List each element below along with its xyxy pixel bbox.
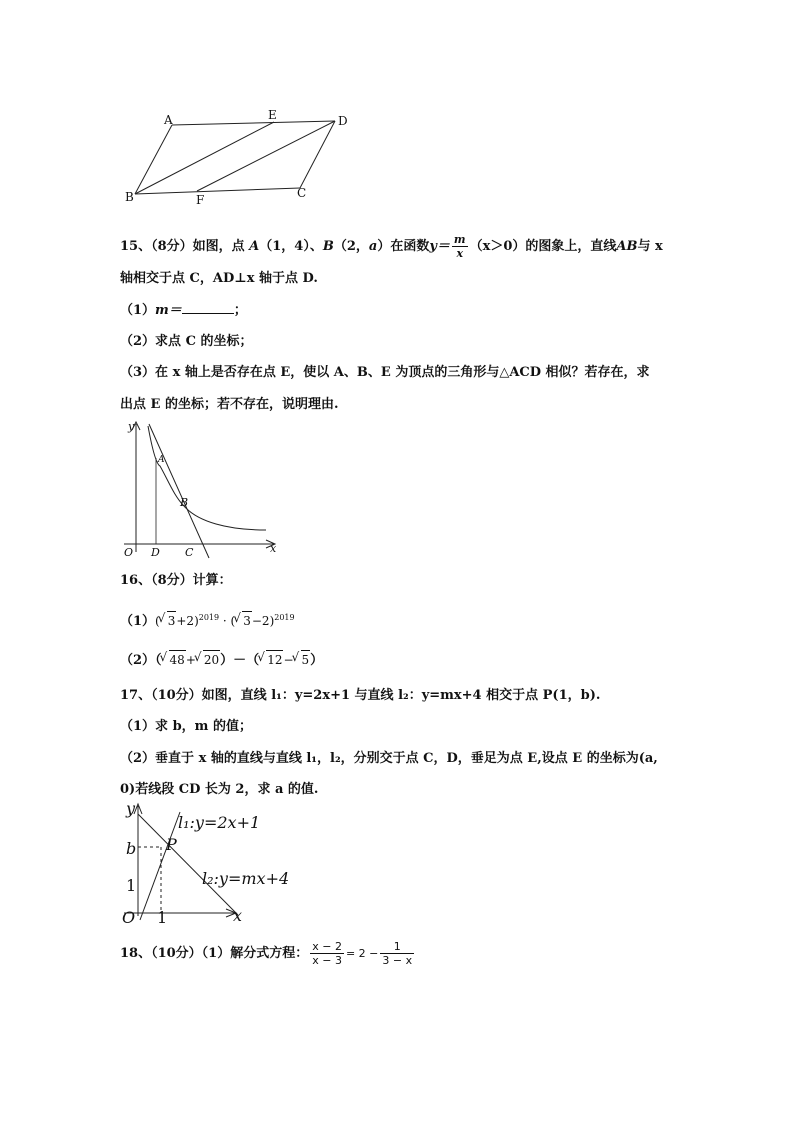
q16-sqrt20: √ 20 bbox=[203, 650, 220, 669]
q15-point-a: A bbox=[249, 239, 260, 254]
figure-parallelogram bbox=[120, 108, 360, 208]
label-x: x bbox=[233, 906, 243, 925]
q15-line2: 轴相交于点 C，AD⊥x 轴于点 D. bbox=[120, 271, 318, 286]
q15-part2: （2）求点 C 的坐标； bbox=[120, 334, 253, 349]
q17-part2: （2）垂直于 x 轴的直线与直线 l₁，l₂，分别交于点 C，D，垂足为点 E,设点 E 的坐标为(a, bbox=[120, 751, 658, 766]
q17-head: 17、（10分）如图，直线 l₁：y=2x+1 与直线 l₂：y=mx+4 相交于点 P(1，b). bbox=[120, 688, 601, 703]
q18-fraction-2 bbox=[380, 940, 414, 967]
q16-dot: · ( bbox=[219, 614, 236, 628]
side-ad bbox=[172, 121, 335, 125]
q16-minus: − bbox=[283, 653, 294, 667]
q18-head: 18、（10分）（1）解分式方程： bbox=[120, 946, 309, 961]
q15-head: 15、（8分）如图，点 bbox=[120, 239, 245, 254]
q18-eq: = 2 − bbox=[345, 947, 379, 960]
q16-sqrt48: √ 48 bbox=[169, 650, 186, 669]
q15-part3b: 出点 E 的坐标；若不存在，说明理由. bbox=[120, 397, 339, 412]
q15-point-b-coord: （2， bbox=[333, 239, 369, 254]
q16-exp-a: 2019 bbox=[198, 613, 220, 622]
label-d: D bbox=[338, 114, 348, 128]
q15-point-b: B bbox=[322, 239, 334, 254]
label-l1: l₁:y=2x+1 bbox=[178, 813, 261, 832]
label-y: y bbox=[126, 800, 136, 818]
q16-part1 bbox=[120, 609, 295, 631]
q18-line bbox=[120, 940, 416, 967]
segment-be bbox=[135, 122, 274, 194]
q15-y-eq: y＝ bbox=[429, 239, 450, 254]
label-d: D bbox=[151, 546, 160, 559]
label-b: b bbox=[126, 839, 137, 858]
line-ab bbox=[149, 424, 209, 558]
label-o: O bbox=[124, 546, 134, 559]
label-x: x bbox=[270, 542, 277, 555]
q18-fraction-1 bbox=[310, 940, 344, 967]
q15-frac-num: m bbox=[453, 233, 466, 246]
label-l2: l₂:y=mx+4 bbox=[202, 869, 290, 888]
label-f: F bbox=[196, 193, 205, 207]
q16-p1-open: ( bbox=[155, 614, 160, 628]
q15-frac-den: x bbox=[456, 247, 464, 260]
q16-close: ） bbox=[310, 653, 324, 668]
q18-num2: 1 bbox=[380, 940, 414, 954]
label-y: y bbox=[128, 420, 135, 433]
label-p: P bbox=[166, 835, 177, 854]
label-c: C bbox=[185, 546, 194, 559]
q16-sqrt5: √ 5 bbox=[301, 650, 311, 669]
line-l1 bbox=[140, 812, 180, 920]
label-e: E bbox=[268, 108, 277, 122]
q16-part2 bbox=[120, 650, 323, 670]
q16-mid: ）－（ bbox=[220, 653, 260, 668]
label-b: B bbox=[125, 190, 134, 204]
side-ab bbox=[135, 125, 172, 194]
q15-ab: AB bbox=[616, 239, 638, 254]
q15-point-a-coord: （1，4）、 bbox=[259, 239, 323, 254]
q16-sqrt3-b: √ 3 bbox=[242, 611, 252, 630]
q15-fraction bbox=[452, 233, 468, 260]
q15-part1 bbox=[120, 301, 247, 320]
q16-p1-pre: （1） bbox=[120, 614, 156, 629]
figure-two-lines bbox=[116, 800, 296, 925]
q18-num1: x − 2 bbox=[312, 940, 342, 953]
q15-part3: （3）在 x 轴上是否存在点 E，使以 A、B、E 为顶点的三角形与△ACD 相似？若存在，求 bbox=[120, 365, 650, 380]
label-o: O bbox=[122, 908, 136, 925]
label-a: A bbox=[158, 455, 165, 465]
label-c: C bbox=[297, 186, 307, 200]
figure-hyperbola bbox=[118, 418, 283, 560]
q15-line1 bbox=[120, 233, 663, 260]
q15-after-a: ）在函数 bbox=[377, 239, 430, 254]
q18-den2: 3 − x bbox=[382, 954, 413, 967]
q17-part2b: 0)若线段 CD 长为 2，求 a 的值. bbox=[120, 782, 319, 797]
q16-exp-b: 2019 bbox=[274, 613, 295, 622]
q15-a: a bbox=[368, 239, 378, 254]
side-bc bbox=[135, 188, 300, 194]
q16-p2-pre: （2）（ bbox=[120, 653, 162, 668]
q16-sqrt12: √ 12 bbox=[266, 650, 283, 669]
q16-sqrt3-a: √ 3 bbox=[167, 611, 177, 630]
side-dc bbox=[300, 121, 335, 188]
label-a: A bbox=[164, 113, 173, 127]
q17-part1: （1）求 b，m 的值； bbox=[120, 719, 252, 734]
label-b: B bbox=[180, 496, 189, 509]
q18-den1: x − 3 bbox=[312, 954, 342, 967]
q15-p1-post: ； bbox=[233, 303, 247, 318]
q15-p1-pre: （1） bbox=[120, 303, 156, 318]
q16-head: 16、（8分）计算： bbox=[120, 573, 232, 588]
label-1-x: 1 bbox=[157, 908, 168, 925]
q15-condition: （x＞0）的图象上，直线 bbox=[469, 239, 617, 254]
label-1-y: 1 bbox=[126, 876, 137, 895]
hyperbola-curve bbox=[148, 426, 266, 530]
q16-minus2: −2) bbox=[251, 614, 275, 628]
q16-plus: + bbox=[185, 653, 196, 667]
q15-p1-m: m＝ bbox=[155, 303, 182, 318]
segment-fd bbox=[197, 121, 335, 191]
q15-end1: 与 x bbox=[637, 239, 663, 254]
q15-answer-blank bbox=[182, 301, 234, 314]
q16-plus2: +2) bbox=[176, 614, 199, 628]
